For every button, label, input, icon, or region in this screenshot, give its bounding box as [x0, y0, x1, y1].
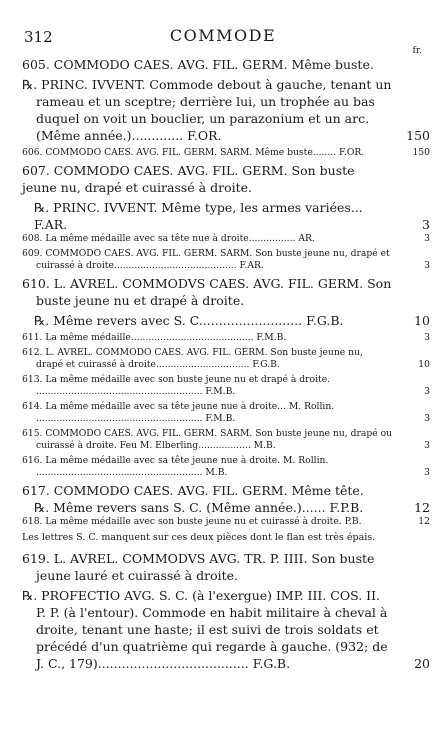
entry-612: 612. L. AVREL. COMMODO CAES. AVG. FIL. GERM. Son buste jeune nu, drapé et cuirassé à droite................................ F.G.B. 10 — [22, 347, 430, 370]
entry-619-reverse — [22, 587, 432, 672]
entry-610 — [22, 275, 432, 309]
entry-text: 608. La même médaille avec sa tête nue à droite................ AR. — [22, 233, 315, 244]
entry-605 — [22, 56, 432, 73]
entry-text: 613. La même médaille avec son buste jeune nu et drapé à droite. ......................................................... F.M.B. — [22, 374, 331, 397]
entry-text: 605. COMMODO CAES. AVG. FIL. GERM. Même buste. — [22, 57, 374, 72]
entry-text: 606. COMMODO CAES. AVG. FIL. GERM. SARM. Même buste........ F.OR. — [22, 147, 365, 158]
entry-611 — [22, 332, 432, 344]
entry-text: 611. La même médaille.......................................... F.M.B. — [22, 332, 287, 343]
entry-text: 615. COMMODO CAES. AVG. FIL. GERM. SARM. Son buste jeune nu, drapé ou cuirassé à droite. Feu M. Elberling.................. M.B. — [22, 428, 393, 451]
footnote-text: Les lettres S. C. manquent sur ces deux pièces dont le flan est très épais. — [22, 532, 376, 543]
page-title: COMMODE — [169, 26, 277, 45]
entry-text: 607. COMMODO CAES. AVG. FIL. GERM. Son buste jeune nu, drapé et cuirassé à droite. — [22, 163, 355, 195]
entry-text: 617. COMMODO CAES. AVG. FIL. GERM. Même tête. — [22, 483, 364, 498]
entry-619 — [22, 550, 432, 584]
entry-text: 610. L. AVREL. COMMODVS CAES. AVG. FIL. GERM. Son buste jeune nu et drapé à droite. — [22, 276, 392, 308]
entry-615: 615. COMMODO CAES. AVG. FIL. GERM. SARM. Son buste jeune nu, drapé ou cuirassé à droite. Feu M. Elberling.................. M.B. 3 — [22, 428, 430, 451]
entry-price: 3 — [424, 332, 430, 343]
entry-price: 20 — [414, 656, 430, 671]
entry-617 — [22, 482, 432, 499]
entry-price: 3 — [422, 217, 430, 232]
entry-price: 150 — [412, 147, 430, 158]
entry-price: 12 — [414, 500, 430, 515]
entry-607-reverse — [22, 199, 432, 233]
entry-609: 609. COMMODO CAES. AVG. FIL. GERM. SARM. Son buste jeune nu, drapé et cuirassé à droite.......................................... F.AR. 3 — [22, 248, 430, 271]
entry-606 — [22, 147, 432, 159]
entry-616: 616. La même médaille avec sa tête jeune nue à droite. M. Rollin. ......................................................... M.B. 3 — [22, 455, 430, 478]
entry-text: 609. COMMODO CAES. AVG. FIL. GERM. SARM. Son buste jeune nu, drapé et cuirassé à droite.......................................... F.AR. — [22, 248, 390, 271]
catalog-entries — [22, 56, 432, 672]
entry-614: 614. La même médaille avec sa tête jeune nue à droite... M. Rollin. ......................................................... F.M.B. 3 — [22, 401, 430, 424]
entry-text: ℞. PRINC. IVVENT. Même type, les armes variées... F.AR. — [34, 200, 363, 232]
entry-608 — [22, 233, 432, 245]
entry-605-reverse — [22, 76, 432, 144]
entry-607 — [22, 162, 432, 196]
entry-price: 3 — [424, 233, 430, 244]
entry-text: ℞. PROFECTIO AVG. S. C. (à l'exergue) IMP. III. COS. II. P. P. (à l'entour). Commode en habit militaire à cheval à droite, tenant une haste; il est suivi de trois soldats et précédé d'un quatrième qui regarde à gauche. (932; de J. C., 179)...................................... F.G.B. — [22, 588, 388, 671]
footnote — [22, 531, 432, 544]
entry-text: 618. La même médaille avec son buste jeune nu et cuirassé à droite. P.B. — [22, 516, 362, 527]
page-number: 312 — [24, 28, 53, 46]
entry-price: 10 — [414, 313, 430, 328]
entry-610-reverse — [22, 312, 432, 329]
entry-text: ℞. PRINC. IVVENT. Commode debout à gauche, tenant un rameau et un sceptre; derrière lui, un trophée au bas duquel on voit un bouclier, un parazonium et un arc. (Même année.)............. F.OR. — [22, 77, 392, 143]
column-unit-label: fr. — [412, 46, 422, 56]
page-header — [24, 26, 422, 56]
entry-617-reverse — [22, 499, 432, 516]
entry-text: 619. L. AVREL. COMMODVS AVG. TR. P. IIII. Son buste jeune lauré et cuirassé à droite. — [22, 551, 375, 583]
entry-text: 612. L. AVREL. COMMODO CAES. AVG. FIL. GERM. Son buste jeune nu, drapé et cuirassé à droite................................ F.G.B. — [22, 347, 363, 370]
entry-text: ℞. Même revers avec S. C.......................... F.G.B. — [34, 313, 344, 328]
entry-price: 12 — [418, 516, 430, 527]
entry-618 — [22, 516, 432, 528]
entry-text: ℞. Même revers sans S. C. (Même année.)...... F.P.B. — [34, 500, 364, 515]
entry-613: 613. La même médaille avec son buste jeune nu et drapé à droite. ......................................................... F.M.B. 3 — [22, 374, 430, 397]
entry-text: 616. La même médaille avec sa tête jeune nue à droite. M. Rollin. ......................................................... M.B. — [22, 455, 329, 478]
entry-text: 614. La même médaille avec sa tête jeune nue à droite... M. Rollin. ......................................................... F.M.B. — [22, 401, 335, 424]
entry-price: 150 — [406, 128, 430, 143]
